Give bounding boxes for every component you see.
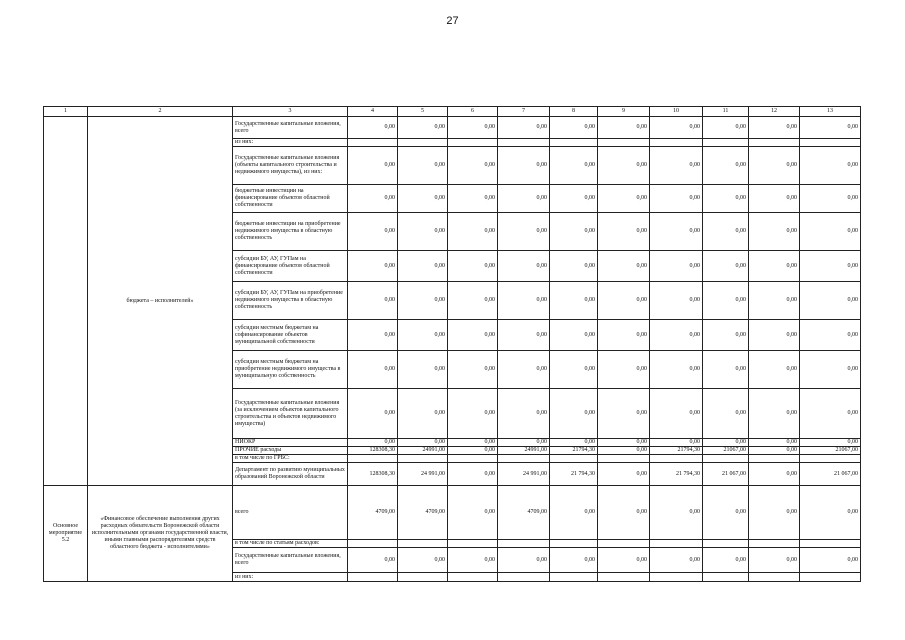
value-cell: 0,00 [398,548,448,573]
value-cell [498,540,550,548]
header-cell: 2 [88,107,233,117]
value-cell [348,540,398,548]
value-cell: 0,00 [498,548,550,573]
value-cell: 0,00 [448,463,498,486]
value-cell: 24 991,00 [398,463,448,486]
value-cell: 0,00 [749,447,800,455]
value-cell [398,139,448,147]
value-cell: 0,00 [448,147,498,185]
row-label: Государственные капитальные вложения, всего [233,548,348,573]
value-cell: 0,00 [749,185,800,213]
header-cell: 9 [598,107,650,117]
value-cell: 0,00 [703,351,749,389]
value-cell: 0,00 [498,185,550,213]
value-cell [800,540,861,548]
value-cell: 0,00 [800,282,861,320]
value-cell: 0,00 [448,185,498,213]
event-name-cell: бюджета – исполнителей» [88,117,233,486]
value-cell: 0,00 [398,147,448,185]
value-cell: 0,00 [598,486,650,540]
value-cell: 0,00 [448,282,498,320]
page-number: 27 [446,15,459,27]
row-label: в том числе по ГРБС: [233,455,348,463]
value-cell: 0,00 [650,147,703,185]
value-cell: 0,00 [598,439,650,447]
value-cell [650,573,703,582]
value-cell: 0,00 [398,282,448,320]
value-cell: 0,00 [348,185,398,213]
row-label: субсидии БУ, АУ, ГУПам на финансирование объектов областной собственности [233,251,348,282]
value-cell: 0,00 [348,439,398,447]
value-cell [448,573,498,582]
value-cell [650,540,703,548]
row-label: субсидии местным бюджетам на приобретение недвижимого имущества в муниципальную собственность [233,351,348,389]
value-cell: 21067,00 [800,447,861,455]
value-cell [398,455,448,463]
value-cell: 0,00 [650,282,703,320]
value-cell: 0,00 [800,548,861,573]
value-cell: 0,00 [550,486,598,540]
value-cell: 0,00 [448,548,498,573]
value-cell: 0,00 [650,185,703,213]
value-cell: 0,00 [498,389,550,439]
value-cell: 0,00 [800,486,861,540]
value-cell [703,540,749,548]
row-label: в том числе по статьям расходов: [233,540,348,548]
row-label: субсидии местным бюджетам на софинансирование объектов муниципальной собственности [233,320,348,351]
header-cell: 4 [348,107,398,117]
value-cell: 0,00 [749,213,800,251]
value-cell: 0,00 [703,213,749,251]
value-cell: 0,00 [749,463,800,486]
header-cell: 11 [703,107,749,117]
value-cell: 0,00 [550,351,598,389]
value-cell: 0,00 [550,282,598,320]
value-cell: 0,00 [703,389,749,439]
value-cell: 0,00 [448,320,498,351]
value-cell: 0,00 [398,320,448,351]
value-cell [598,540,650,548]
header-cell: 5 [398,107,448,117]
row-label: субсидии БУ, АУ, ГУПам на приобретение недвижимого имущества в областную собственность [233,282,348,320]
value-cell: 0,00 [448,389,498,439]
value-cell [598,573,650,582]
value-cell: 0,00 [550,213,598,251]
value-cell: 0,00 [448,351,498,389]
value-cell: 0,00 [498,282,550,320]
table-row [44,117,861,139]
value-cell: 0,00 [598,351,650,389]
value-cell: 0,00 [498,117,550,139]
value-cell: 4709,00 [348,486,398,540]
header-cell: 10 [650,107,703,117]
value-cell: 0,00 [598,213,650,251]
value-cell [749,455,800,463]
value-cell: 0,00 [498,351,550,389]
value-cell: 0,00 [550,117,598,139]
value-cell: 0,00 [703,251,749,282]
value-cell: 0,00 [348,117,398,139]
row-label: бюджетные инвестиции на финансирование объектов областной собственности [233,185,348,213]
value-cell: 0,00 [348,147,398,185]
value-cell: 0,00 [749,320,800,351]
value-cell: 0,00 [749,389,800,439]
row-label: из них: [233,139,348,147]
value-cell: 4709,00 [398,486,448,540]
value-cell: 0,00 [498,439,550,447]
value-cell: 21 794,30 [650,463,703,486]
table-row [44,486,861,540]
value-cell: 0,00 [550,389,598,439]
value-cell: 21 067,00 [703,463,749,486]
value-cell [650,139,703,147]
value-cell: 0,00 [800,213,861,251]
value-cell: 0,00 [348,213,398,251]
value-cell [398,540,448,548]
row-label: из них: [233,573,348,582]
value-cell: 0,00 [448,486,498,540]
value-cell: 128308,30 [348,447,398,455]
value-cell: 0,00 [800,439,861,447]
value-cell [448,455,498,463]
value-cell: 0,00 [800,117,861,139]
value-cell [800,573,861,582]
value-cell: 24 991,00 [498,463,550,486]
value-cell [703,455,749,463]
value-cell: 0,00 [348,548,398,573]
value-cell [550,455,598,463]
value-cell: 0,00 [703,320,749,351]
value-cell: 0,00 [598,117,650,139]
value-cell [550,573,598,582]
value-cell: 0,00 [550,548,598,573]
value-cell: 0,00 [650,351,703,389]
value-cell: 128308,30 [348,463,398,486]
value-cell: 0,00 [800,251,861,282]
value-cell: 0,00 [749,282,800,320]
value-cell: 0,00 [598,447,650,455]
value-cell: 0,00 [749,117,800,139]
value-cell: 0,00 [703,548,749,573]
value-cell: 0,00 [598,185,650,213]
value-cell: 0,00 [749,351,800,389]
value-cell: 0,00 [703,185,749,213]
value-cell: 0,00 [598,251,650,282]
value-cell [550,139,598,147]
value-cell [650,455,703,463]
value-cell: 0,00 [448,117,498,139]
value-cell: 0,00 [398,389,448,439]
value-cell: 0,00 [749,147,800,185]
value-cell: 0,00 [598,147,650,185]
value-cell: 0,00 [550,185,598,213]
value-cell [498,455,550,463]
header-row [44,107,861,117]
value-cell: 0,00 [550,251,598,282]
row-label: Государственные капитальные вложения (за исключением объектов капитального строительства и объектов недвижимого имущества) [233,389,348,439]
value-cell [749,540,800,548]
row-label: всего [233,486,348,540]
value-cell: 0,00 [598,463,650,486]
value-cell: 21 067,00 [800,463,861,486]
event-number-cell [44,117,88,486]
value-cell: 0,00 [800,147,861,185]
value-cell: 0,00 [598,282,650,320]
value-cell: 0,00 [800,185,861,213]
value-cell [598,455,650,463]
value-cell [598,139,650,147]
value-cell: 0,00 [650,117,703,139]
value-cell [498,139,550,147]
budget-table [43,106,861,582]
value-cell: 4709,00 [498,486,550,540]
value-cell [749,139,800,147]
value-cell: 0,00 [749,439,800,447]
value-cell: 0,00 [650,486,703,540]
value-cell [448,139,498,147]
value-cell [348,139,398,147]
value-cell [398,573,448,582]
value-cell: 0,00 [650,439,703,447]
value-cell: 0,00 [703,282,749,320]
value-cell: 0,00 [800,389,861,439]
header-cell: 7 [498,107,550,117]
header-cell: 1 [44,107,88,117]
value-cell: 0,00 [703,486,749,540]
value-cell: 0,00 [498,213,550,251]
value-cell: 0,00 [749,486,800,540]
value-cell: 0,00 [598,389,650,439]
value-cell: 0,00 [703,147,749,185]
value-cell: 0,00 [398,439,448,447]
value-cell: 0,00 [398,185,448,213]
value-cell: 0,00 [448,251,498,282]
value-cell: 21 794,30 [550,463,598,486]
header-cell: 3 [233,107,348,117]
value-cell: 24991,00 [398,447,448,455]
value-cell: 24991,00 [498,447,550,455]
value-cell [703,573,749,582]
row-label: Департамент по развитию муниципальных образований Воронежской области [233,463,348,486]
value-cell: 0,00 [650,213,703,251]
value-cell: 0,00 [650,548,703,573]
value-cell: 0,00 [398,117,448,139]
row-label: Государственные капитальные вложения (объекты капитального строительства и недвижимого имущества), из них: [233,147,348,185]
value-cell [800,455,861,463]
row-label: ПРОЧИЕ расходы [233,447,348,455]
value-cell: 0,00 [448,447,498,455]
value-cell: 21794,30 [650,447,703,455]
value-cell: 0,00 [703,117,749,139]
value-cell: 0,00 [498,320,550,351]
value-cell: 0,00 [749,251,800,282]
value-cell: 0,00 [598,320,650,351]
value-cell: 0,00 [550,439,598,447]
value-cell: 0,00 [398,213,448,251]
value-cell [448,540,498,548]
value-cell: 0,00 [703,439,749,447]
row-label: НИОКР [233,439,348,447]
value-cell: 0,00 [398,251,448,282]
value-cell: 0,00 [498,147,550,185]
value-cell: 0,00 [348,282,398,320]
header-cell: 8 [550,107,598,117]
value-cell [348,573,398,582]
value-cell: 21067,00 [703,447,749,455]
value-cell: 0,00 [650,389,703,439]
value-cell: 0,00 [348,320,398,351]
row-label: бюджетные инвестиции на приобретение недвижимого имущества в областную собственность [233,213,348,251]
value-cell [550,540,598,548]
event-name-cell: «Финансовое обеспечение выполнения других расходных обязательств Воронежской области исполнительными органами государственной власти, иными главными распорядителями средств областного бюджета - исполнителями» [88,486,233,582]
value-cell: 0,00 [348,351,398,389]
value-cell: 21794,30 [550,447,598,455]
value-cell: 0,00 [448,213,498,251]
value-cell: 0,00 [650,251,703,282]
value-cell: 0,00 [550,147,598,185]
value-cell: 0,00 [498,251,550,282]
header-cell: 12 [749,107,800,117]
value-cell [800,139,861,147]
value-cell: 0,00 [448,439,498,447]
value-cell: 0,00 [650,320,703,351]
value-cell: 0,00 [348,389,398,439]
value-cell: 0,00 [550,320,598,351]
value-cell: 0,00 [749,548,800,573]
row-label: Государственные капитальные вложения, всего [233,117,348,139]
header-cell: 13 [800,107,861,117]
value-cell [348,455,398,463]
header-cell: 6 [448,107,498,117]
value-cell: 0,00 [800,320,861,351]
value-cell: 0,00 [348,251,398,282]
value-cell [749,573,800,582]
event-number-cell: Основное мероприятие 5.2 [44,486,88,582]
value-cell [498,573,550,582]
value-cell [703,139,749,147]
value-cell: 0,00 [398,351,448,389]
value-cell: 0,00 [800,351,861,389]
value-cell: 0,00 [598,548,650,573]
